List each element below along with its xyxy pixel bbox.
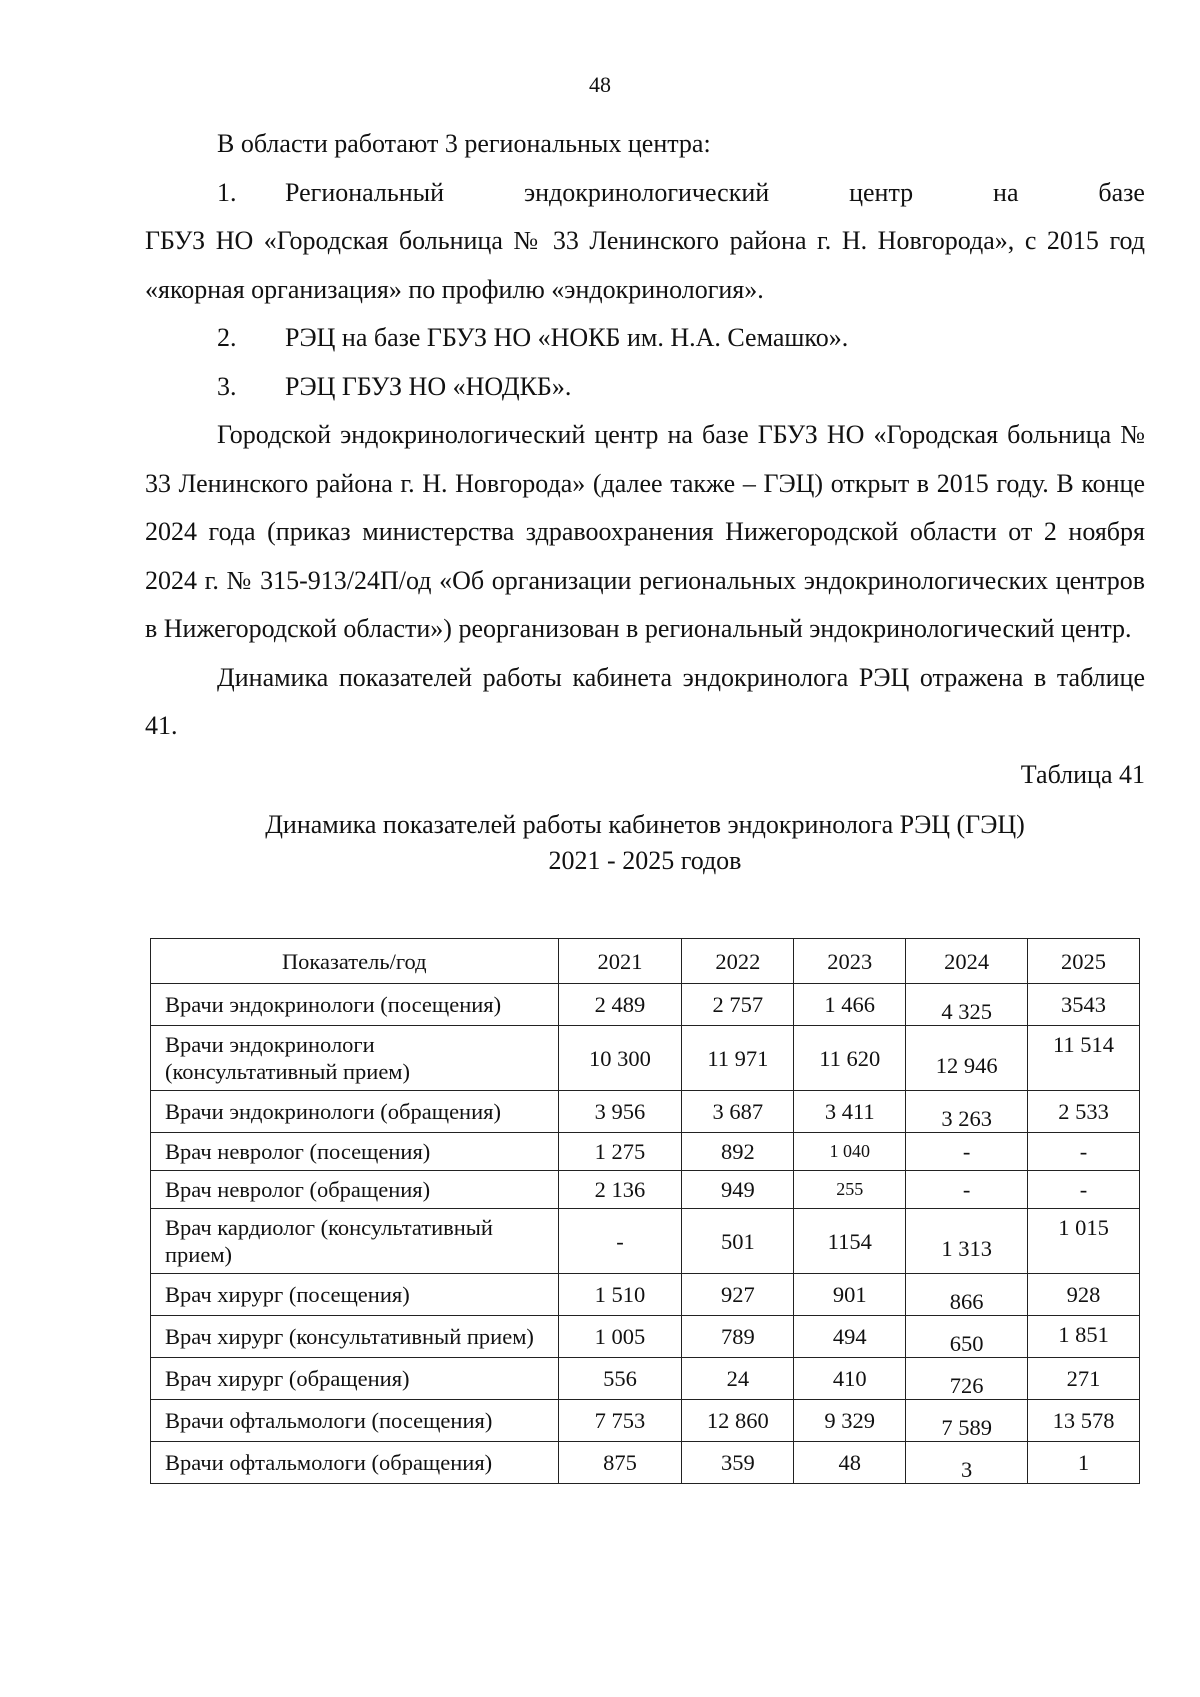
- header-cell: 2024: [906, 939, 1028, 984]
- cell-value: 3 263: [906, 1091, 1028, 1133]
- cell-value: 2 757: [682, 984, 794, 1026]
- cell-value: 726: [906, 1358, 1028, 1400]
- center-title-line: [285, 169, 1145, 218]
- cell-value: 3 687: [682, 1091, 794, 1133]
- cell-value: 501: [682, 1209, 794, 1274]
- header-cell: 2022: [682, 939, 794, 984]
- cell-value: 11 620: [794, 1026, 906, 1091]
- row-label: Врач хирург (посещения): [151, 1274, 559, 1316]
- row-label: Врач хирург (консультативный прием): [151, 1316, 559, 1358]
- table-row: [151, 1274, 1140, 1316]
- cell-value: 9 329: [794, 1400, 906, 1442]
- cell-value: 1154: [794, 1209, 906, 1274]
- center-item-2: [145, 314, 1145, 363]
- cell-value: 650: [906, 1316, 1028, 1358]
- table-row: [151, 1026, 1140, 1091]
- cell-value: 1 510: [558, 1274, 682, 1316]
- indicators-table: [150, 938, 1140, 1484]
- intro-paragraph: В области работают 3 региональных центра:: [217, 129, 711, 158]
- cell-value: -: [906, 1171, 1028, 1209]
- cell-value: 1 275: [558, 1133, 682, 1171]
- row-label: Врач хирург (обращения): [151, 1358, 559, 1400]
- table-title-line-2: 2021 - 2025 годов: [548, 846, 742, 875]
- cell-value: 1 313: [906, 1209, 1028, 1274]
- table-row: [151, 1316, 1140, 1358]
- cell-value: 11 514: [1028, 1026, 1140, 1091]
- cell-value: 7 589: [906, 1400, 1028, 1442]
- center-word: Региональный: [285, 177, 445, 207]
- center-word: на: [993, 177, 1019, 207]
- table-row: [151, 1209, 1140, 1274]
- cell-value: 1 040: [794, 1133, 906, 1171]
- cell-value: -: [906, 1133, 1028, 1171]
- cell-value: 7 753: [558, 1400, 682, 1442]
- cell-value: 359: [682, 1442, 794, 1484]
- cell-value: 3 956: [558, 1091, 682, 1133]
- cell-value: 255: [794, 1171, 906, 1209]
- cell-value: 410: [794, 1358, 906, 1400]
- center-number: 3.: [217, 371, 237, 401]
- cell-value: 892: [682, 1133, 794, 1171]
- row-label: Врачи эндокринологи (консультативный прием): [151, 1026, 559, 1091]
- cell-value: -: [1028, 1171, 1140, 1209]
- cell-value: 12 946: [906, 1026, 1028, 1091]
- cell-value: 24: [682, 1358, 794, 1400]
- cell-value: 3 411: [794, 1091, 906, 1133]
- cell-value: 494: [794, 1316, 906, 1358]
- document-body: [145, 120, 1145, 879]
- cell-value: 927: [682, 1274, 794, 1316]
- center-word: базе: [1098, 177, 1145, 207]
- header-cell: 2023: [794, 939, 906, 984]
- cell-value: 1 851: [1028, 1316, 1140, 1358]
- center-text: РЭЦ ГБУЗ НО «НОДКБ».: [285, 371, 572, 401]
- cell-value: 48: [794, 1442, 906, 1484]
- cell-value: 789: [682, 1316, 794, 1358]
- header-cell: 2025: [1028, 939, 1140, 984]
- table-row: [151, 1091, 1140, 1133]
- cell-value: 12 860: [682, 1400, 794, 1442]
- cell-value: 2 533: [1028, 1091, 1140, 1133]
- cell-value: -: [558, 1209, 682, 1274]
- cell-value: 949: [682, 1171, 794, 1209]
- cell-value: 11 971: [682, 1026, 794, 1091]
- cell-value: 1 015: [1028, 1209, 1140, 1274]
- cell-value: 2 489: [558, 984, 682, 1026]
- cell-value: 901: [794, 1274, 906, 1316]
- cell-value: 2 136: [558, 1171, 682, 1209]
- page-number: 48: [589, 72, 611, 97]
- table-title: [145, 799, 1145, 879]
- center-number: 1.: [217, 177, 237, 207]
- center-word: эндокринологический: [523, 177, 770, 207]
- center-text: РЭЦ на базе ГБУЗ НО «НОКБ им. Н.А. Семашко».: [285, 323, 849, 352]
- cell-value: 1 466: [794, 984, 906, 1026]
- cell-value: 1 005: [558, 1316, 682, 1358]
- table-row: [151, 1442, 1140, 1484]
- cell-value: 928: [1028, 1274, 1140, 1316]
- cell-value: 3543: [1028, 984, 1140, 1026]
- cell-value: 271: [1028, 1358, 1140, 1400]
- center-item-3: [145, 363, 1145, 412]
- table-label: Таблица 41: [1020, 759, 1145, 789]
- row-label: Врачи эндокринологи (посещения): [151, 984, 559, 1026]
- cell-value: 13 578: [1028, 1400, 1140, 1442]
- row-label: Врач кардиолог (консультативный прием): [151, 1209, 559, 1274]
- cell-value: 556: [558, 1358, 682, 1400]
- cell-value: 1: [1028, 1442, 1140, 1484]
- row-label: Врачи офтальмологи (посещения): [151, 1400, 559, 1442]
- cell-value: 4 325: [906, 984, 1028, 1026]
- center-number: 2.: [217, 323, 237, 352]
- table-row: [151, 1171, 1140, 1209]
- header-cell: 2021: [558, 939, 682, 984]
- dynamics-paragraph: Динамика показателей работы кабинета эндокринолога РЭЦ отражена в таблице 41.: [145, 662, 1145, 740]
- table-row: [151, 984, 1140, 1026]
- row-label: Врач невролог (обращения): [151, 1171, 559, 1209]
- center-word: центр: [849, 177, 914, 207]
- table-row: [151, 1400, 1140, 1442]
- row-label: Врач невролог (посещения): [151, 1133, 559, 1171]
- center-item-1-continuation: ГБУЗ НО «Городская больница № 33 Ленинского района г. Н. Новгорода», с 2015 год «якорная организация» по профилю «эндокринология».: [145, 226, 1145, 304]
- center-item-1: [145, 169, 1145, 218]
- header-cell: Показатель/год: [151, 939, 559, 984]
- table-row: [151, 1133, 1140, 1171]
- cell-value: 875: [558, 1442, 682, 1484]
- table-title-line-1: Динамика показателей работы кабинетов эндокринолога РЭЦ (ГЭЦ): [265, 810, 1025, 839]
- gec-paragraph: Городской эндокринологический центр на базе ГБУЗ НО «Городская больница № 33 Ленинского района г. Н. Новгорода» (далее также – ГЭЦ) открыт в 2015 году. В конце 2024 года (приказ министерства здравоохранения Нижегородской области от 2 ноября 2024 г. № 315-913/24П/од «Об организации региональных эндокринологических центров в Нижегородской области») реорганизован в региональный эндокринологический центр.: [145, 420, 1145, 643]
- cell-value: -: [1028, 1133, 1140, 1171]
- row-label: Врачи офтальмологи (обращения): [151, 1442, 559, 1484]
- table-row: [151, 1358, 1140, 1400]
- cell-value: 866: [906, 1274, 1028, 1316]
- cell-value: 3: [906, 1442, 1028, 1484]
- cell-value: 10 300: [558, 1026, 682, 1091]
- table-header-row: [151, 939, 1140, 984]
- row-label: Врачи эндокринологи (обращения): [151, 1091, 559, 1133]
